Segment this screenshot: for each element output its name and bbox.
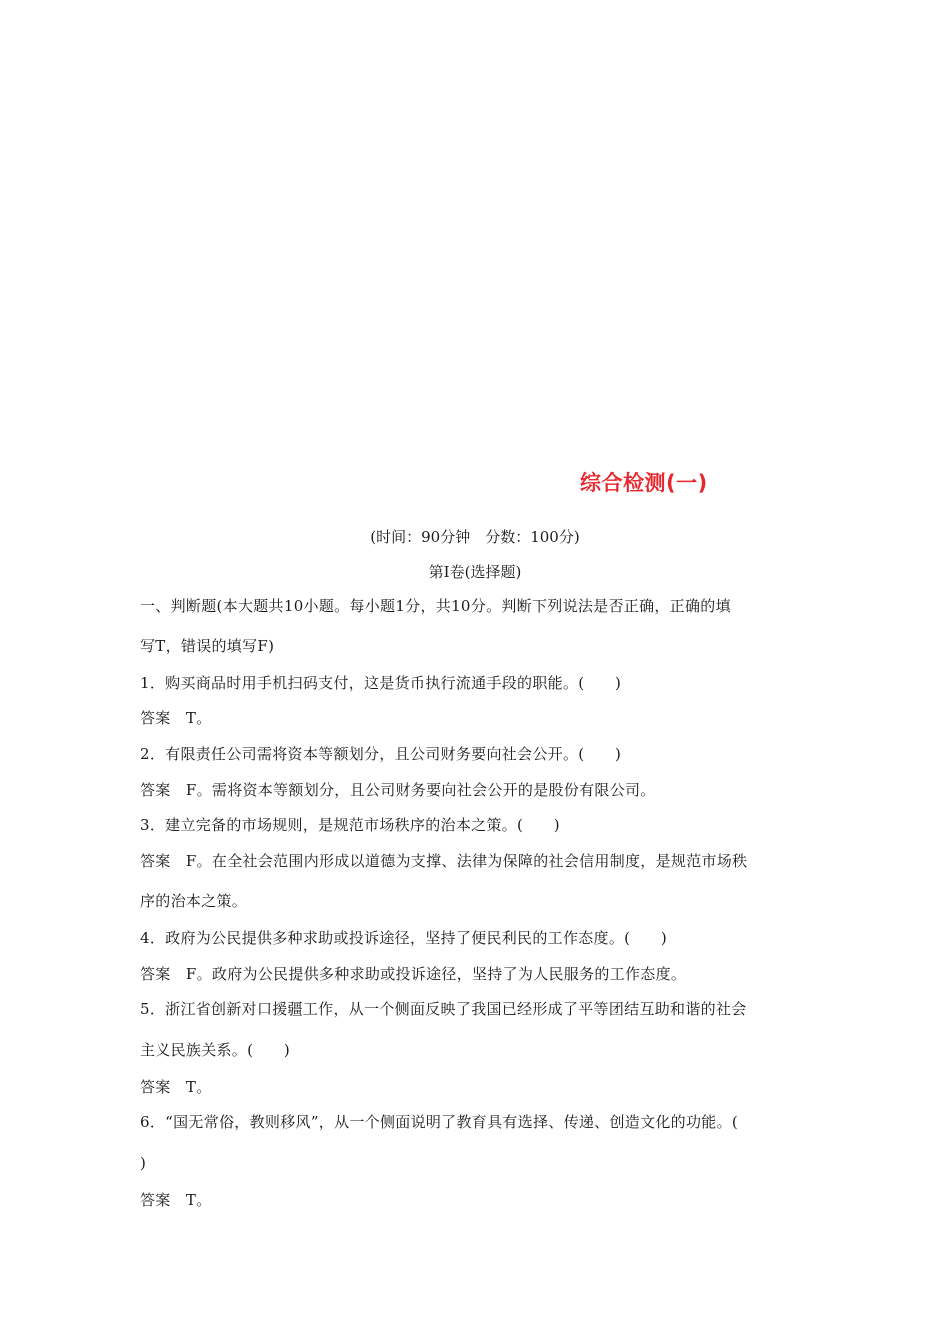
- question-4: 4．政府为公民提供多种求助或投诉途径，坚持了便民利民的工作态度。( ): [140, 929, 668, 947]
- section-instruction-line-2: 写T，错误的填写F): [140, 637, 275, 655]
- answer-3-line-2: 序的治本之策。: [140, 892, 248, 910]
- question-3: 3．建立完备的市场规则，是规范市场秩序的治本之策。( ): [140, 816, 560, 834]
- question-5-line-2: 主义民族关系。( ): [140, 1041, 291, 1059]
- question-6-line-2: ): [140, 1154, 147, 1172]
- question-2: 2．有限责任公司需将资本等额划分，且公司财务要向社会公开。( ): [140, 745, 622, 763]
- answer-1: 答案 T。: [140, 709, 212, 727]
- section-instruction-line-1: 一、判断题(本大题共10小题。每小题1分，共10分。判断下列说法是否正确，正确的填: [140, 597, 731, 615]
- document-title: 综合检测(一): [580, 471, 708, 495]
- answer-5: 答案 T。: [140, 1078, 212, 1096]
- answer-4: 答案 F。政府为公民提供多种求助或投诉途径，坚持了为人民服务的工作态度。: [140, 965, 687, 983]
- question-6-line-1: 6．“国无常俗，教则移风”，从一个侧面说明了教育具有选择、传递、创造文化的功能。(: [140, 1113, 739, 1131]
- question-1: 1．购买商品时用手机扫码支付，这是货币执行流通手段的职能。( ): [140, 674, 622, 692]
- answer-2: 答案 F。需将资本等额划分，且公司财务要向社会公开的是股份有限公司。: [140, 781, 656, 799]
- answer-3-line-1: 答案 F。在全社会范围内形成以道德为支撑、法律为保障的社会信用制度，是规范市场秩: [140, 852, 748, 870]
- answer-6: 答案 T。: [140, 1191, 212, 1209]
- question-5-line-1: 5．浙江省创新对口援疆工作，从一个侧面反映了我国已经形成了平等团结互助和谐的社会: [140, 1000, 747, 1018]
- exam-info: (时间：90分钟 分数：100分): [370, 528, 580, 546]
- part-heading: 第Ⅰ卷(选择题): [428, 563, 522, 581]
